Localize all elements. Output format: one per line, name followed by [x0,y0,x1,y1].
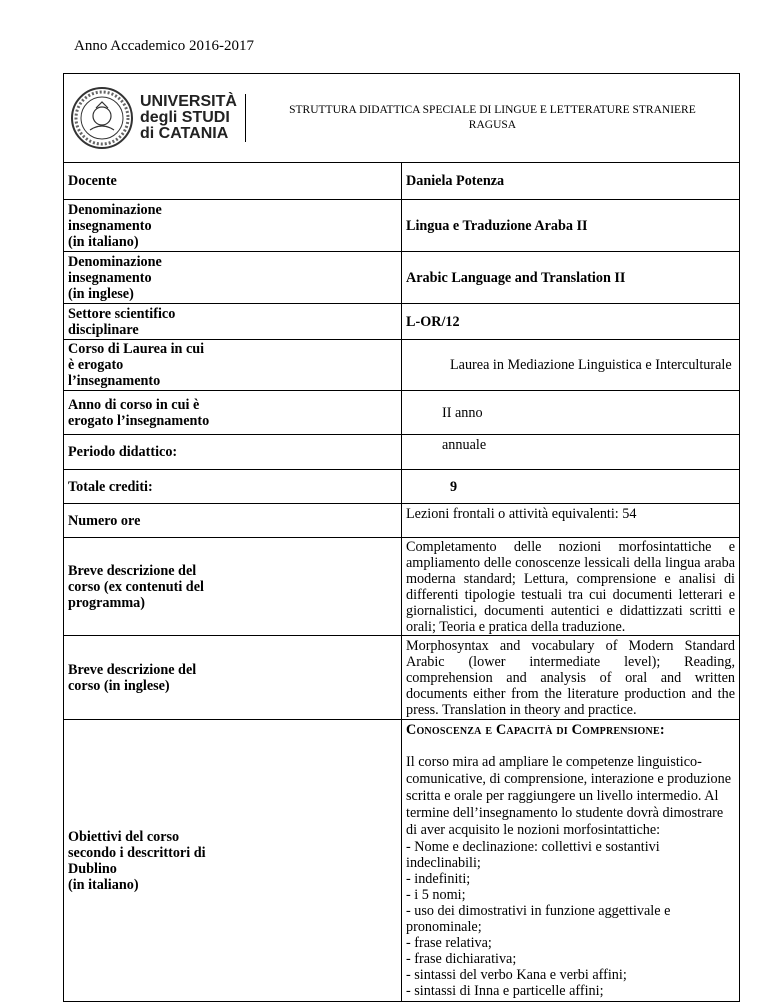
settore-value: L-OR/12 [402,304,740,340]
list-item: - frase relativa; [406,935,492,951]
list-item: pronominale; [406,919,482,935]
denominazione-en-label: Denominazione insegnamento (in inglese) [64,252,402,304]
anno-value: II anno [402,391,740,435]
descrizione-it-value: Completamento delle nozioni morfosintattiche e ampliamento delle conoscenze lessicali della lingua araba moderna standard; Lettura, comprensione e analisi di differenti tipologie testuali tra cui documenti letterari e giornalistici, documenti autentici e didattizzati scritti e orali; Teoria e pratica della traduzione. [402,538,740,636]
row-descrizione-it [64,538,740,636]
docente-label: Docente [64,163,402,200]
list-item: - i 5 nomi; [406,887,466,903]
row-crediti [64,470,740,504]
row-settore [64,304,740,340]
page-header: Anno Accademico 2016-2017 [74,38,254,54]
row-periodo [64,435,740,470]
list-item: - sintassi di Inna e particelle affini; [406,983,604,999]
obiettivi-list [406,839,735,999]
obiettivi-heading: Conoscenza e Capacità di Comprensione: [406,722,665,738]
header-cell [64,74,740,163]
row-corso-laurea [64,340,740,391]
struttura-title: STRUTTURA DIDATTICA SPECIALE DI LINGUE E LETTERATURE STRANIERE RAGUSA [289,104,696,131]
corso-laurea-label: Corso di Laurea in cui è erogato l’insegnamento [64,340,402,391]
crediti-value: 9 [402,470,740,504]
list-item: - indefiniti; [406,871,471,887]
row-ore [64,504,740,538]
university-name: UNIVERSITÀ degli STUDI di CATANIA [140,94,246,142]
anno-label: Anno di corso in cui è erogato l’insegnamento [64,391,402,435]
list-item: - frase dichiarativa; [406,951,517,967]
obiettivi-label: Obiettivi del corso secondo i descrittori di Dublino (in italiano) [64,720,402,1002]
crediti-label: Totale crediti: [64,470,402,504]
row-descrizione-en [64,636,740,720]
denominazione-it-label: Denominazione insegnamento (in italiano) [64,200,402,252]
row-docente [64,163,740,200]
denominazione-it-value: Lingua e Traduzione Araba II [402,200,740,252]
denominazione-en-value: Arabic Language and Translation II [402,252,740,304]
row-anno [64,391,740,435]
corso-laurea-value: Laurea in Mediazione Linguistica e Interculturale [402,340,740,391]
university-seal-icon [70,86,134,150]
course-table [63,73,740,1002]
descrizione-en-value: Morphosyntax and vocabulary of Modern Standard Arabic (lower intermediate level); Reading, comprehension and analysis of oral and written documents either from the literature production and the press. Translation in theory and practice. [402,636,740,720]
list-item: - uso dei dimostrativi in funzione aggettivale e [406,903,671,919]
obiettivi-value [402,720,740,1002]
periodo-label: Periodo didattico: [64,435,402,470]
settore-label: Settore scientifico disciplinare [64,304,402,340]
obiettivi-paragraph: Il corso mira ad ampliare le competenze linguistico-comunicative, di comprensione, interazione e produzione scritta e orale per raggiungere un livello intermedio. Al termine dell’insegnamento lo studente dovrà dimostrare di aver acquisito le nozioni morfosintattiche: [406,754,732,838]
row-denominazione-en [64,252,740,304]
list-item: - sintassi del verbo Kana e verbi affini; [406,967,627,983]
header-row [64,74,740,163]
ore-label: Numero ore [64,504,402,538]
periodo-value: annuale [402,435,740,470]
descrizione-it-label: Breve descrizione del corso (ex contenuti del programma) [64,538,402,636]
docente-value: Daniela Potenza [402,163,740,200]
descrizione-en-label: Breve descrizione del corso (in inglese) [64,636,402,720]
list-item: - Nome e declinazione: collettivi e sostantivi indeclinabili; [406,839,660,871]
row-obiettivi [64,720,740,1002]
ore-value: Lezioni frontali o attività equivalenti: 54 [402,504,740,538]
row-denominazione-it [64,200,740,252]
